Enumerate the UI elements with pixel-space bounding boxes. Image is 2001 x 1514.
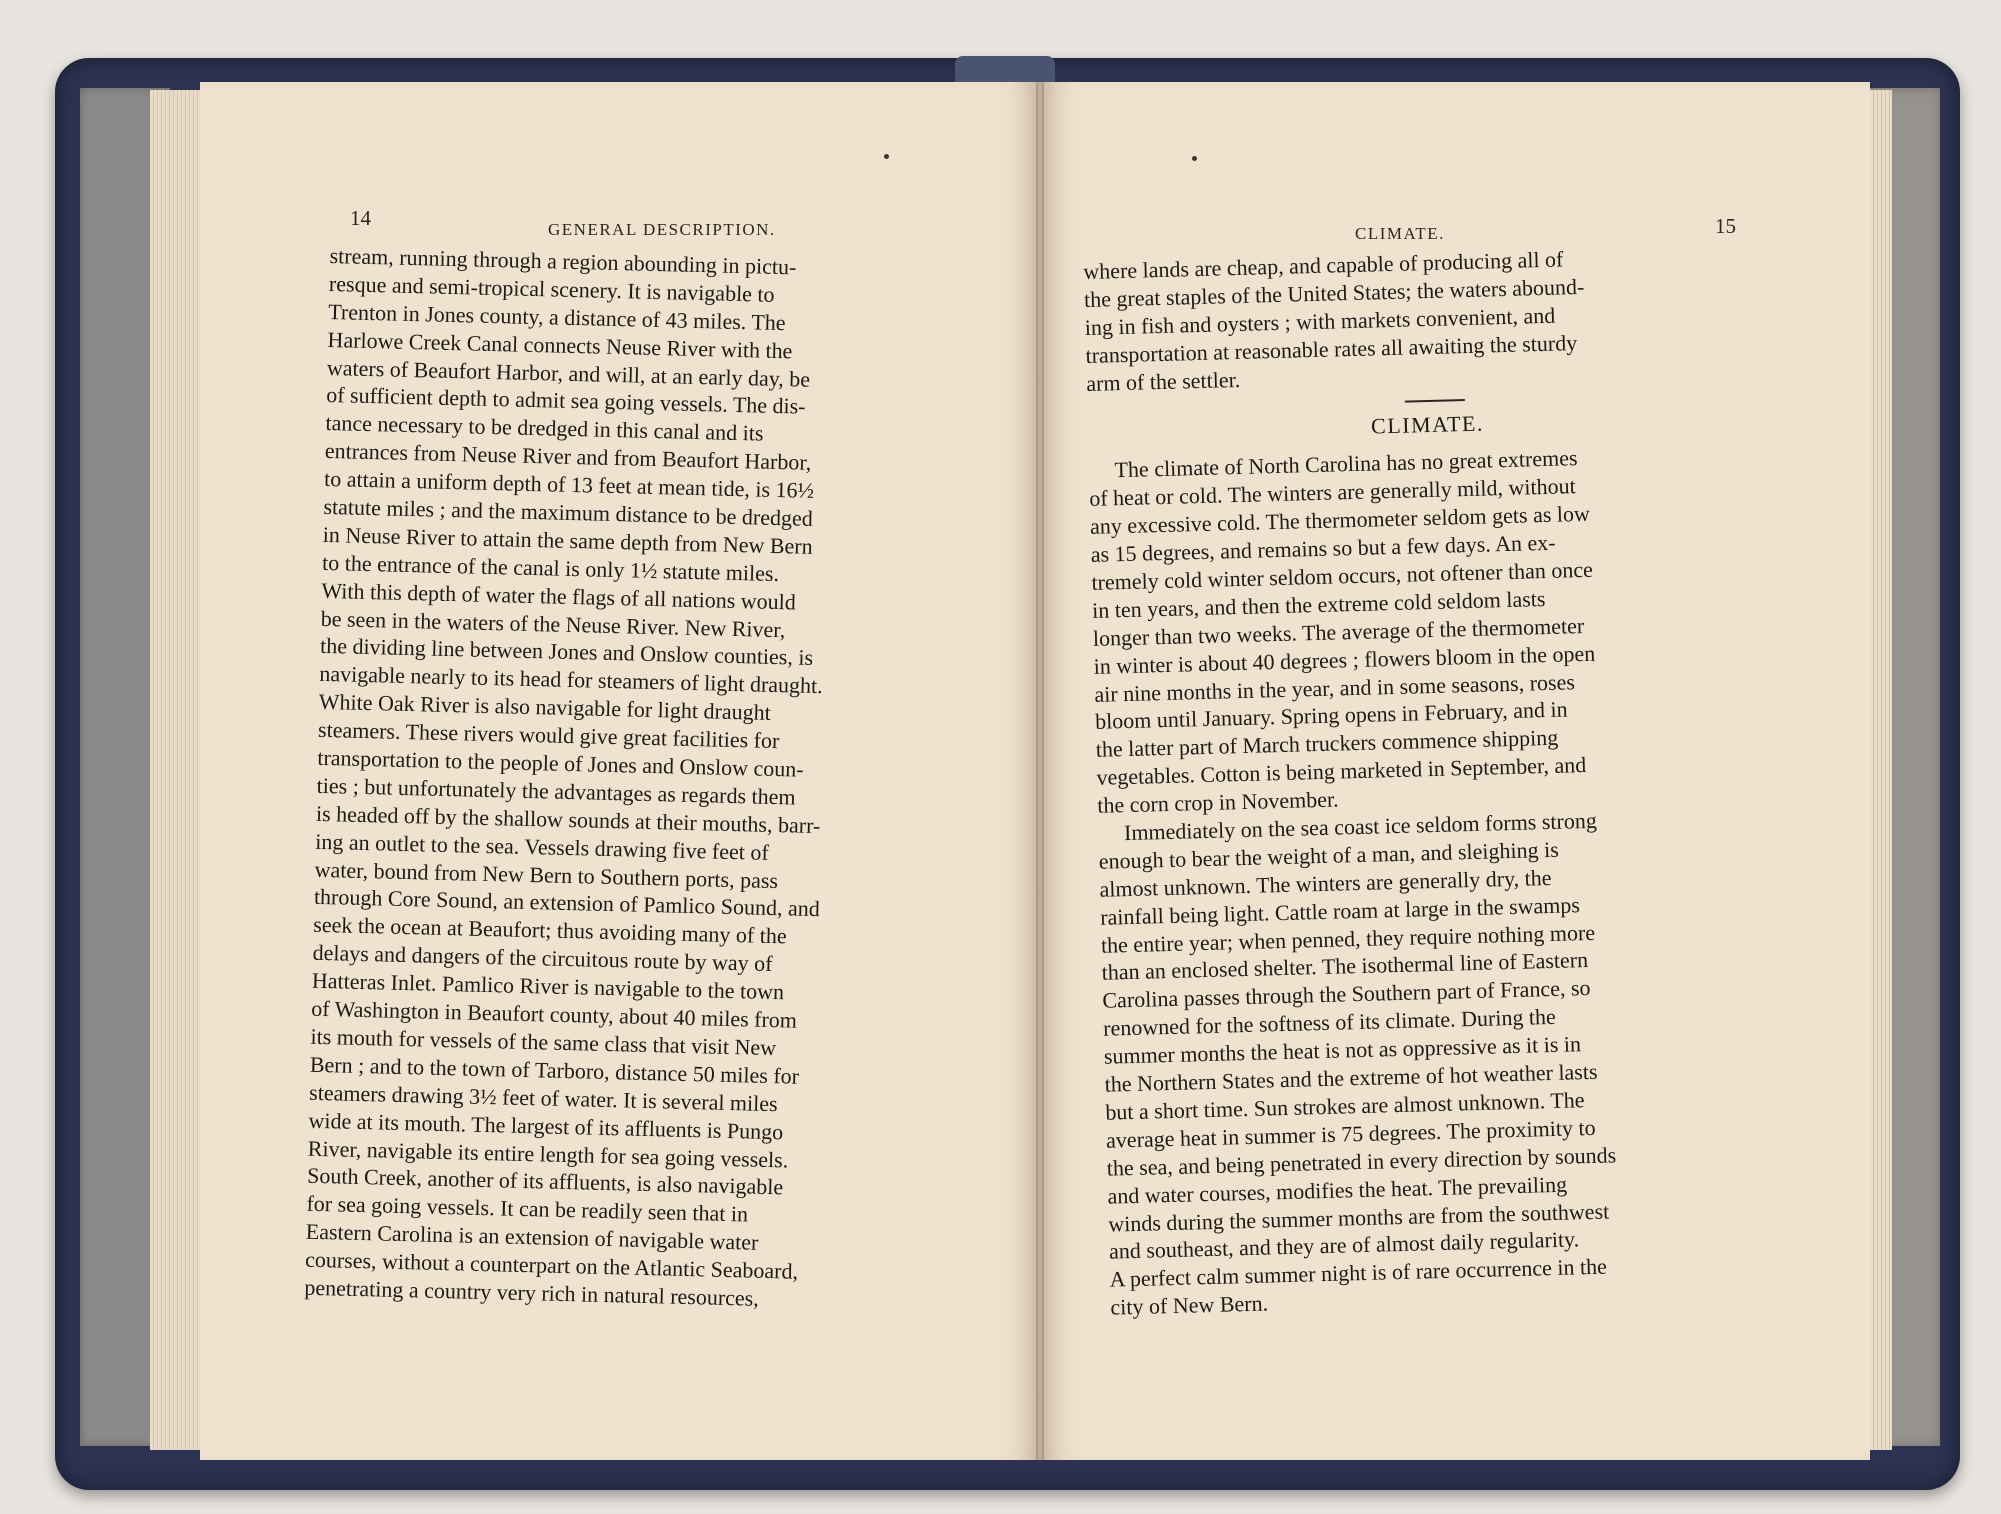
left-body-text: [304, 242, 1010, 1318]
text-line: steamers drawing 3½ feet of water. It is several miles: [308, 1079, 778, 1116]
text-line: The climate of North Carolina has no great extremes: [1114, 445, 1578, 483]
text-line: its mouth for vessels of the same class that visit New: [310, 1023, 777, 1061]
text-line: and water courses, modifies the heat. The prevailing: [1107, 1171, 1568, 1209]
text-line: for sea going vessels. It can be readily seen that in: [306, 1190, 749, 1227]
text-line: the corn crop in November.: [1097, 786, 1339, 818]
page-number: 14: [350, 206, 371, 230]
text-line: average heat in summer is 75 degrees. The proximity to: [1105, 1114, 1596, 1153]
text-line: entrances from Neuse River and from Beaufort Harbor,: [324, 438, 812, 476]
text-line: than an enclosed shelter. The isothermal line of Eastern: [1101, 947, 1589, 986]
text-line: the latter part of March truckers commence shipping: [1095, 725, 1559, 763]
text-line: to attain a uniform depth of 13 feet at mean tide, is 16½: [323, 466, 815, 504]
climate-paragraph-2: [1098, 802, 1791, 1322]
text-line: steamers. These rivers would give great facilities for: [317, 716, 780, 754]
text-line: of heat or cold. The winters are generally mild, without: [1088, 473, 1576, 512]
text-line: summer months the heat is not as oppressive as it is in: [1103, 1031, 1582, 1069]
text-line: winds during the summer months are from the southwest: [1107, 1198, 1610, 1237]
text-line: transportation to the people of Jones and Onslow coun-: [317, 744, 804, 782]
text-line: River, navigable its entire length for sea going vessels.: [307, 1135, 789, 1172]
text-line: waters of Beaufort Harbor, and will, at an early day, be: [326, 354, 811, 392]
text-line: penetrating a country very rich in natural resources,: [304, 1274, 760, 1311]
text-line: but a short time. Sun strokes are almost unknown. The: [1105, 1087, 1585, 1125]
text-line: water, bound from New Bern to Southern ports, pass: [314, 856, 779, 893]
text-line: where lands are cheap, and capable of producing all of: [1083, 246, 1564, 284]
right-page: [1040, 82, 1870, 1460]
text-line: through Core Sound, an extension of Pamlico Sound, and: [313, 884, 821, 922]
text-line: navigable nearly to its head for steamers of light draught.: [319, 661, 824, 699]
text-line: Carolina passes through the Southern part of France, so: [1102, 975, 1591, 1014]
text-line: longer than two weeks. The average of the thermometer: [1092, 612, 1585, 651]
text-line: A perfect calm summer night is of rare occurrence in the: [1109, 1253, 1608, 1292]
text-line: courses, without a counterpart on the Atlantic Seaboard,: [304, 1246, 799, 1284]
text-line: and southeast, and they are of almost daily regularity.: [1108, 1226, 1580, 1265]
running-head: GENERAL DESCRIPTION.: [548, 220, 776, 239]
text-line: is headed off by the shallow sounds at their mouths, barr-: [315, 800, 821, 838]
text-line: enough to bear the weight of a man, and sleighing is: [1098, 836, 1560, 874]
climate-paragraph-1: [1088, 440, 1777, 820]
text-line: White Oak River is also navigable for light draught: [318, 689, 772, 726]
text-line: be seen in the waters of the Neuse River. New River,: [320, 605, 786, 642]
text-line: With this depth of water the flags of all nations would: [321, 577, 797, 615]
text-line: air nine months in the year, and in some seasons, roses: [1094, 668, 1576, 707]
text-line: statute miles ; and the maximum distance to be dredged: [323, 493, 814, 531]
book-gutter: [1036, 82, 1044, 1460]
section-divider: [1405, 400, 1465, 404]
text-line: stream, running through a region abounding in pictu-: [329, 242, 797, 280]
text-line: wide at its mouth. The largest of its affluents is Pungo: [308, 1107, 784, 1144]
page-number: 15: [1715, 214, 1736, 238]
text-line: resque and semi-tropical scenery. It is navigable to: [328, 270, 775, 307]
text-line: the great staples of the United States; the waters abound-: [1083, 273, 1585, 312]
text-line: of sufficient depth to admit sea going vessels. The dis-: [325, 382, 806, 420]
right-body-text: [1083, 240, 1791, 1321]
text-line: the sea, and being penetrated in every direction by sounds: [1106, 1142, 1617, 1181]
paper-speck: [884, 154, 889, 159]
text-line: city of New Bern.: [1110, 1290, 1269, 1320]
text-line: of Washington in Beaufort county, about 40 miles from: [310, 995, 798, 1033]
text-line: almost unknown. The winters are generally dry, the: [1099, 864, 1552, 902]
text-line: the dividing line between Jones and Onslow counties, is: [319, 633, 814, 671]
paper-speck: [1192, 156, 1197, 161]
text-line: arm of the settler.: [1085, 366, 1241, 396]
text-line: vegetables. Cotton is being marketed in September, and: [1096, 752, 1587, 791]
text-line: the Northern States and the extreme of hot weather lasts: [1104, 1058, 1598, 1097]
text-line: ing an outlet to the sea. Vessels drawing five feet of: [315, 828, 770, 865]
text-line: Harlowe Creek Canal connects Neuse River with the: [327, 326, 793, 363]
text-line: Bern ; and to the town of Tarboro, distance 50 miles for: [309, 1051, 800, 1089]
text-line: ing in fish and oysters ; with markets convenient, and: [1084, 302, 1556, 340]
text-line: Eastern Carolina is an extension of navigable water: [305, 1218, 759, 1255]
text-line: in Neuse River to attain the same depth from New Bern: [322, 521, 813, 559]
intro-paragraph: [1083, 240, 1766, 397]
text-line: ties ; but unfortunately the advantages as regards them: [316, 772, 796, 810]
text-line: in ten years, and then the extreme cold seldom lasts: [1091, 585, 1546, 623]
text-line: bloom until January. Spring opens in February, and in: [1094, 696, 1568, 735]
text-line: rainfall being light. Cattle roam at large in the swamps: [1099, 891, 1581, 930]
left-page: [200, 82, 1040, 1460]
text-line: Immediately on the sea coast ice seldom forms strong: [1123, 807, 1598, 846]
text-line: delays and dangers of the circuitous route by way of: [312, 940, 773, 977]
text-line: renowned for the softness of its climate. During the: [1102, 1004, 1557, 1041]
text-line: South Creek, another of its affluents, is also navigable: [306, 1163, 784, 1200]
text-line: Hatteras Inlet. Pamlico River is navigable to the town: [311, 967, 785, 1005]
text-line: to the entrance of the canal is only 1½ statute miles.: [321, 549, 780, 586]
section-heading: CLIMATE.: [1370, 411, 1485, 439]
text-line: seek the ocean at Beaufort; thus avoiding many of the: [313, 912, 787, 949]
text-line: the entire year; when penned, they require nothing more: [1100, 919, 1596, 958]
running-head: CLIMATE.: [1355, 224, 1445, 243]
text-line: tance necessary to be dredged in this canal and its: [325, 410, 764, 446]
text-line: in winter is about 40 degrees ; flowers bloom in the open: [1093, 640, 1596, 679]
text-line: transportation at reasonable rates all awaiting the sturdy: [1085, 329, 1578, 368]
text-line: any excessive cold. The thermometer seldom gets as low: [1089, 501, 1591, 540]
text-line: as 15 degrees, and remains so but a few days. An ex-: [1090, 529, 1556, 568]
text-line: Trenton in Jones county, a distance of 43 miles. The: [328, 298, 786, 335]
text-line: tremely cold winter seldom occurs, not oftener than once: [1091, 556, 1594, 595]
